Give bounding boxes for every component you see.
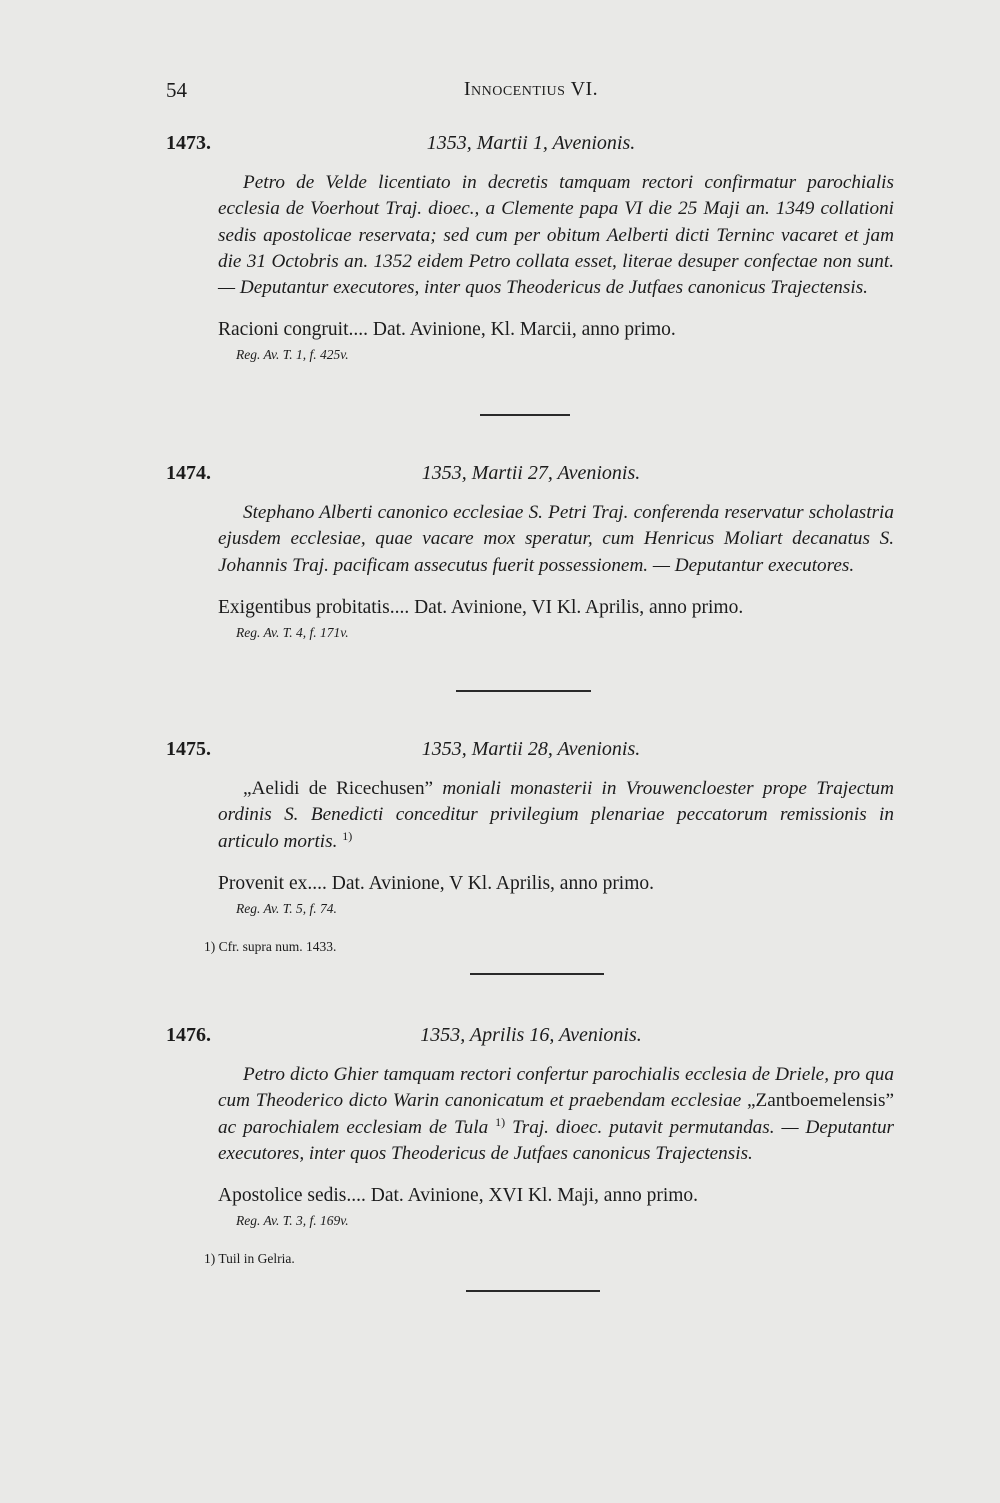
entry-source: Reg. Av. T. 5, f. 74. [236, 900, 337, 916]
abstract-name: „Zantboemelensis” [746, 1090, 894, 1112]
entry-number: 1474. [166, 462, 211, 484]
entry-incipit: Apostolice sedis.... Dat. Avinione, XVI Kl. Maji, anno primo. [218, 1185, 699, 1207]
entry-date: 1353, Martii 28, Avenionis. [421, 738, 641, 760]
entry-number: 1473. [166, 132, 211, 154]
entry-date: 1353, Martii 27, Avenionis. [421, 462, 641, 484]
section-rule [480, 414, 570, 416]
entry-head [0, 1024, 1000, 1054]
entry-source: Reg. Av. T. 1, f. 425v. [236, 347, 349, 363]
entry-date: 1353, Martii 1, Avenionis. [426, 132, 636, 154]
entry-source: Reg. Av. T. 3, f. 169v. [236, 1213, 349, 1229]
entry-abstract: Stephano Alberti canonico ecclesiae S. Petri Traj. conferenda reservatur scholastria ejusdem ecclesiae, quae vacare mox speratur, cum Henricus Moliart decanatus S. Johannis Traj. pacificam assecutus fuerit possessionem. — Deputantur executores. [218, 502, 894, 576]
entry-abstract: Petro de Velde licentiato in decretis tamquam rectori confirmatur parochialis ecclesia de Voerhout Traj. dioec., a Clemente papa VI die 25 Maji an. 1349 collationi sedis apostolicae reservata; sed cum per obitum Aelberti dicti Terninc vacaret et jam die 31 Octobris an. 1352 eidem Petro collata esset, literae desuper confectae non sunt. — Deputantur executores, inter quos Theodericus de Jutfaes canonicus Trajectensis. [218, 172, 894, 299]
entry-incipit: Provenit ex.... Dat. Avinione, V Kl. Aprilis, anno primo. [218, 872, 655, 894]
entry-head [0, 132, 1000, 162]
entry-source: Reg. Av. T. 4, f. 171v. [236, 624, 349, 640]
abstract-name: „Aelidi de Ricechusen” [243, 778, 434, 799]
entry-number: 1476. [166, 1024, 211, 1046]
entry-date: 1353, Aprilis 16, Avenionis. [420, 1024, 642, 1046]
entry-head [0, 738, 1000, 768]
running-title: Innocentius VI. [463, 78, 599, 100]
entry-1474 [0, 462, 1000, 641]
entry-abstract [218, 776, 894, 855]
abstract-text: ac parochialem ecclesiam de Tula [218, 1116, 489, 1138]
abstract-text: moniali monasterii in Vrouwencloester prope Trajectum ordinis S. Benedicti conceditur privilegium plenariae peccatorum remissionis in articulo mortis. [218, 778, 895, 852]
section-rule [470, 973, 604, 975]
footnote: 1) Tuil in Gelria. [204, 1251, 295, 1267]
entry-abstract [218, 1062, 894, 1167]
footnote-ref: 1) [342, 828, 353, 843]
entry-head [0, 462, 1000, 492]
abstract-text: Traj. dioec. putavit permutandas. — Deputantur executores, inter quos Theodericus de Jutfaes canonicus Trajectensis. [218, 1116, 895, 1164]
footnote-ref: 1) [495, 1114, 506, 1129]
page-number: 54 [166, 78, 187, 102]
entry-1475 [0, 738, 1000, 955]
abstract-text: Petro dicto Ghier tamquam rectori confertur parochialis ecclesia de Driele, pro qua cum Theoderico dicto Warin canonicatum et praebendam ecclesiae [218, 1064, 894, 1112]
entry-number: 1475. [166, 738, 211, 760]
running-head [166, 78, 896, 108]
section-rule [456, 690, 591, 692]
footnote: 1) Cfr. supra num. 1433. [204, 938, 337, 954]
section-rule [466, 1290, 600, 1292]
entry-1476 [0, 1024, 1000, 1267]
entry-1473 [0, 132, 1000, 363]
entry-incipit: Exigentibus probitatis.... Dat. Avinione, VI Kl. Aprilis, anno primo. [218, 596, 744, 618]
entry-incipit: Racioni congruit.... Dat. Avinione, Kl. Marcii, anno primo. [218, 319, 676, 341]
